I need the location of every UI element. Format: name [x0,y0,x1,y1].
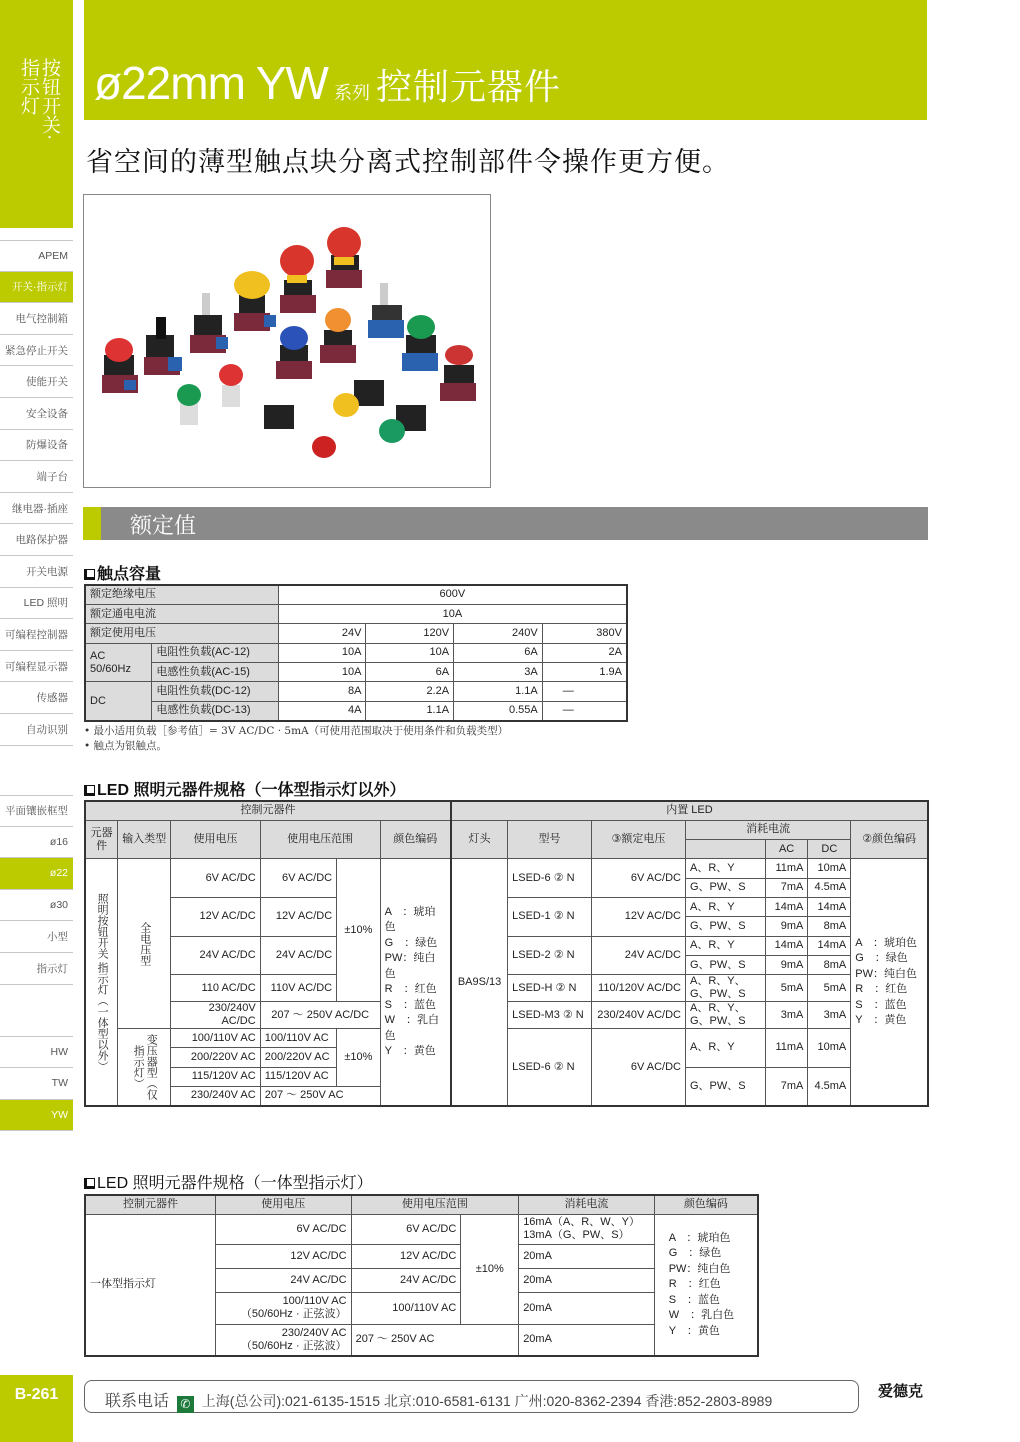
voltage-cell [215,1292,351,1324]
color-code: G ：绿色 [855,952,908,965]
component-cell [85,859,118,1106]
category-title: 按钮开关·指示灯 [18,58,60,141]
section-accent [83,507,101,540]
voltage-line: （50/60Hz · 正弦波） [240,1339,347,1352]
heading-text: LED 照明元器件规格（一体型指示灯以外） [97,782,406,799]
col-header: 输入类型 [118,820,171,859]
col-header: 使用电压 [171,820,260,859]
key-switch [190,293,228,353]
pilot-light-green [402,315,438,371]
subnav-item-phi22[interactable]: ø22 [0,858,73,890]
sidebar-item-safety[interactable]: 安全设备 [0,398,73,430]
title-main: ø22mm YW [94,57,328,109]
section-title: 额定值 [130,513,197,538]
color-code: R ：红色 [668,1278,721,1290]
col-header-blank [686,840,766,859]
integrated-spec-table [84,1194,759,1357]
range-cell: 6V AC/DC [260,859,336,898]
ac-label [85,643,152,682]
pilot-light-red [440,345,476,401]
rated-cell: 24V AC/DC [591,936,685,975]
cell-value: 600V [278,585,627,604]
indicator-yellow [333,380,384,417]
col-header: 消耗电流 [519,1195,655,1214]
row-label: 额定通电电流 [85,604,278,623]
led-spec-heading [84,777,405,800]
dc-current: 4.5mA [808,878,851,897]
table-header-row [85,820,928,839]
range-cell: 24V AC/DC [351,1268,461,1292]
model-cell: LSED-2 ② N [508,936,592,975]
indicator-red-small [264,405,336,458]
checkbox-bullet-icon [84,1178,95,1189]
color-code-cell [654,1214,758,1356]
dc-current: 8mA [808,917,851,936]
key-switch-2 [368,283,404,338]
e-stop-2 [326,227,362,288]
sidebar-item-circuit-protector[interactable]: 电路保护器 [0,524,73,556]
load-type: 电阻性负载(AC-12) [152,643,278,662]
led-colors: A、R、Y [686,897,766,916]
input-type-full [118,859,171,1029]
voltage-cell: 230/240V AC [171,1087,260,1106]
rated-cell: 230/240V AC/DC [591,1002,685,1029]
col-header: 消耗电流 [686,820,851,839]
sidebar-item-hmi[interactable]: 可编程显示器 [0,651,73,683]
integrated-indicator-red [219,364,243,407]
voltage-cell: 110 AC/DC [171,975,260,1002]
color-code: A ：琥珀色 [384,905,436,934]
cell-value: 1.9A [542,663,627,682]
indicator-green-2 [379,405,426,443]
input-type-trans [118,1029,171,1106]
tolerance-cell: ±10% [337,859,381,1002]
current-cell [519,1214,655,1244]
group-header-control: 控制元器件 [85,801,451,820]
subnav-item-phi16[interactable]: ø16 [0,827,73,859]
model-cell: LSED-H ② N [508,975,592,1002]
contact-capacity-table [84,584,628,722]
cell-value: 10A [278,643,366,662]
voltage-cell: 200/220V AC [171,1048,260,1067]
color-code: G ：绿色 [384,936,438,949]
table-header-row [85,1195,758,1214]
range-cell: 100/110V AC [351,1292,461,1324]
push-button-orange [320,308,356,363]
sidebar-item-apem[interactable]: APEM [0,240,73,272]
sidebar-item-relay-socket[interactable]: 继电器·插座 [0,493,73,525]
color-code: W ：乳白色 [384,1014,440,1042]
col-header: 使用电压范围 [351,1195,519,1214]
dc-current: 10mA [808,1029,851,1068]
color-code: A ：琥珀色 [668,1231,731,1244]
heading-text: 触点容量 [97,566,162,583]
color-code: Y ：黄色 [668,1324,720,1337]
subnav-item-tw[interactable]: TW [0,1068,73,1100]
color-code: S ：蓝色 [384,998,436,1011]
current-line: 13mA（G、PW、S） [523,1229,630,1241]
color-code: S ：蓝色 [855,998,907,1011]
section-header [83,507,928,540]
sub-nav [0,795,73,1131]
cell-value: 1.1A [454,682,543,701]
voltage-cell: 115/120V AC [171,1067,260,1086]
category-rail [0,0,73,228]
rated-cell: 6V AC/DC [591,859,685,898]
current-cell: 20mA [519,1292,655,1324]
led-colors: G、PW、S [686,878,766,897]
voltage-header: 380V [542,624,627,643]
model-cell: LSED-1 ② N [508,897,592,936]
integrated-spec-heading [84,1170,373,1193]
ac-current: 5mA [765,975,808,1002]
ac-current: 11mA [765,859,808,878]
cell-value: 8A [278,682,366,701]
page-number: B-261 [14,1386,59,1403]
led-spec-table [84,800,929,1107]
sidebar-item-auto-id[interactable]: 自动识别 [0,714,73,746]
ac-current: 9mA [765,955,808,974]
load-type: 电感性负载(DC-13) [152,701,278,720]
ac-current: 3mA [765,1002,808,1029]
table-row [85,585,627,604]
row-label: 额定绝缘电压 [85,585,278,604]
color-code: R ：红色 [384,983,437,996]
table-row [85,859,928,878]
current-line: 16mA（A、R、W、Y） [523,1216,640,1228]
voltage-header: 240V [454,624,543,643]
component-cell: 一体型指示灯 [85,1214,215,1356]
product-illustration [84,195,490,487]
col-header: 使用电压 [215,1195,351,1214]
col-header: 颜色编码 [654,1195,758,1214]
range-cell: 200/220V AC [260,1048,336,1067]
push-button-red [102,338,138,393]
led-colors: A、R、Y、G、PW、S [686,1002,766,1029]
col-header-ac: AC [765,840,808,859]
dc-current: 14mA [808,936,851,955]
color-code: S ：蓝色 [668,1293,721,1306]
sidebar-item-switches-indicators[interactable]: 开关·指示灯 [0,272,73,304]
voltage-cell: 6V AC/DC [171,859,260,898]
current-cell: 20mA [519,1244,655,1268]
ac-label-line: 50/60Hz [90,662,131,675]
range-cell: 6V AC/DC [351,1214,461,1244]
contact-text [105,1388,772,1413]
rated-cell: 110/120V AC/DC [591,975,685,1002]
contact-capacity-heading [84,561,161,584]
base-cell: BA9S/13 [451,859,508,1106]
selector-switch [144,317,182,375]
cell-value: — [542,682,627,701]
led-colors: G、PW、S [686,1067,766,1106]
title-series: 系列 [333,83,370,103]
note-item: • 最小适用负载［参考值］= 3V AC/DC · 5mA（可使用范围取决于使用条件和负载类型） [84,725,509,737]
col-header: 颜色编码 [380,820,451,859]
ac-label-line: AC [90,649,106,662]
range-cell: 12V AC/DC [351,1244,461,1268]
voltage-cell: 6V AC/DC [215,1214,351,1244]
page-subtitle: 省空间的薄型触点块分离式控制部件令操作更方便。 [86,147,730,177]
model-cell: LSED-6 ② N [508,1029,592,1106]
table-row [85,643,627,662]
contact-numbers[interactable]: 上海(总公司):021-6135-1515 北京:010-6581-6131 广州:020-8362-2394 香港:852-2803-8989 [201,1393,773,1409]
sidebar-item-plc[interactable]: 可编程控制器 [0,619,73,651]
rated-cell: 12V AC/DC [591,897,685,936]
led-colors: G、PW、S [686,917,766,936]
subnav-item-hw[interactable]: HW [0,1037,73,1069]
col-header: ③额定电压 [591,820,685,859]
range-cell: 24V AC/DC [260,936,336,975]
col-header: 灯头 [451,820,508,859]
sidebar-item-sensor[interactable]: 传感器 [0,682,73,714]
voltage-cell: 230/240V AC/DC [171,1002,260,1029]
col-header: 使用电压范围 [260,820,380,859]
color-code: Y ：黄色 [855,1014,907,1027]
sidebar-item-explosion-proof[interactable]: 防爆设备 [0,430,73,462]
contact-label: 联系电话 [105,1393,170,1410]
dc-current: 10mA [808,859,851,878]
cell-value: 6A [366,663,454,682]
table-row [85,604,627,623]
voltage-line: （50/60Hz · 正弦波） [240,1308,347,1320]
row-label: 额定使用电压 [85,624,278,643]
ac-current: 14mA [765,936,808,955]
color-code-cell [380,859,451,1106]
product-photo [83,194,491,488]
color-code: Y ：黄色 [384,1045,436,1058]
input-type-label: 变压器型（仅指示灯） [132,1034,158,1101]
voltage-cell: 12V AC/DC [215,1244,351,1268]
voltage-header: 24V [278,624,366,643]
color-code: G ：绿色 [668,1247,722,1259]
ac-current: 7mA [765,878,808,897]
led-color-code-cell [851,859,928,1106]
ac-current: 7mA [765,1067,808,1106]
cell-value: 10A [278,663,366,682]
table-group-header [85,801,928,820]
group-header-led: 内置 LED [451,801,928,820]
color-code: W ：乳白色 [668,1309,735,1321]
cell-value: 1.1A [366,701,454,720]
contact-box [84,1380,859,1413]
subnav-spacer [0,985,73,1037]
load-type: 电阻性负载(DC-12) [152,682,278,701]
ac-current: 14mA [765,897,808,916]
model-cell: LSED-M3 ② N [508,1002,592,1029]
table-row [85,701,627,720]
cell-value: 6A [454,643,543,662]
cell-value: 0.55A [454,701,543,720]
e-stop-1 [280,245,316,313]
load-type: 电感性负载(AC-15) [152,663,278,682]
cell-value: 4A [278,701,366,720]
dc-current: 8mA [808,955,851,974]
color-code: A ：琥珀色 [855,936,917,949]
sidebar-item-terminal-block[interactable]: 端子台 [0,461,73,493]
voltage-header: 120V [366,624,454,643]
cell-value: 2A [542,643,627,662]
led-colors: A、R、Y、G、PW、S [686,975,766,1002]
color-code: R ：红色 [855,983,908,996]
table-row [85,682,627,701]
cell-value: 10A [366,643,454,662]
led-colors: A、R、Y [686,1029,766,1068]
table-row [85,1214,758,1244]
dc-label: DC [85,682,152,721]
led-colors: A、R、Y [686,859,766,878]
range-cell: 110V AC/DC [260,975,336,1002]
col-header: 型号 [508,820,592,859]
sidebar-item-led-lighting[interactable]: LED 照明 [0,588,73,620]
title-cn: 控制元器件 [375,66,561,107]
voltage-cell: 24V AC/DC [215,1268,351,1292]
checkbox-bullet-icon [84,569,95,580]
subnav-item-phi30[interactable]: ø30 [0,890,73,922]
voltage-cell [215,1324,351,1356]
table-row [85,624,627,643]
tolerance-cell: ±10% [337,1029,381,1087]
subnav-item-yw[interactable]: YW [0,1100,73,1132]
color-code: PW：纯白色 [384,952,436,980]
sidebar-item-control-box[interactable]: 电气控制箱 [0,303,73,335]
subnav-item-compact[interactable]: 小型 [0,921,73,953]
model-cell: LSED-6 ② N [508,859,592,898]
dc-current: 14mA [808,897,851,916]
dc-current: 5mA [808,975,851,1002]
integrated-indicator-green [177,384,201,425]
led-colors: A、R、Y [686,936,766,955]
subnav-item-indicator[interactable]: 指示灯 [0,953,73,985]
sidebar-nav [0,240,73,746]
range-cell: 207 ～ 250V AC/DC [260,1002,380,1029]
color-code: PW：纯白色 [855,967,917,980]
col-header: 控制元器件 [85,1195,215,1214]
col-header-dc: DC [808,840,851,859]
input-type-label: 全电压型 [138,921,151,966]
mushroom-yellow [234,271,276,331]
rated-cell: 6V AC/DC [591,1029,685,1106]
sidebar-item-enabling-switch[interactable]: 使能开关 [0,366,73,398]
contact-notes [84,724,508,754]
range-cell: 115/120V AC [260,1067,336,1086]
component-label: 照明按钮开关 指示灯（一体型以外） [96,892,109,1072]
phone-icon: ✆ [177,1396,194,1413]
dc-current: 4.5mA [808,1067,851,1106]
tolerance-cell: ±10% [461,1214,519,1324]
cell-value: 10A [278,604,627,623]
voltage-cell: 24V AC/DC [171,936,260,975]
ac-current: 9mA [765,917,808,936]
cell-value: 3A [454,663,543,682]
brand-logo: 爱德克 [878,1383,924,1400]
current-cell: 20mA [519,1324,655,1356]
voltage-cell: 100/110V AC [171,1029,260,1048]
push-button-blue [276,326,312,379]
current-cell: 20mA [519,1268,655,1292]
col-header: 元器件 [85,820,118,859]
voltage-line: 230/240V AC [281,1326,347,1339]
col-header: ②颜色编码 [851,820,928,859]
subnav-item-flush[interactable]: 平面镶嵌框型 [0,795,73,827]
cell-value: 2.2A [366,682,454,701]
ac-current: 11mA [765,1029,808,1068]
voltage-cell: 12V AC/DC [171,897,260,936]
heading-text: LED 照明元器件规格（一体型指示灯） [97,1175,373,1192]
led-colors: G、PW、S [686,955,766,974]
voltage-line: 100/110V AC [282,1295,347,1307]
note-item: • 触点为银触点。 [84,740,168,752]
page-title [94,56,561,110]
sidebar-item-emergency-stop[interactable]: 紧急停止开关 [0,335,73,367]
table-row [85,663,627,682]
range-cell: 12V AC/DC [260,897,336,936]
range-cell: 207 ～ 250V AC [351,1324,519,1356]
range-cell: 100/110V AC [260,1029,336,1048]
color-code: PW：纯白色 [668,1262,731,1275]
cell-value: — [542,701,627,720]
range-cell: 207 ～ 250V AC [260,1087,380,1106]
sidebar-item-power-supply[interactable]: 开关电源 [0,556,73,588]
dc-current: 3mA [808,1002,851,1029]
checkbox-bullet-icon [84,785,95,796]
